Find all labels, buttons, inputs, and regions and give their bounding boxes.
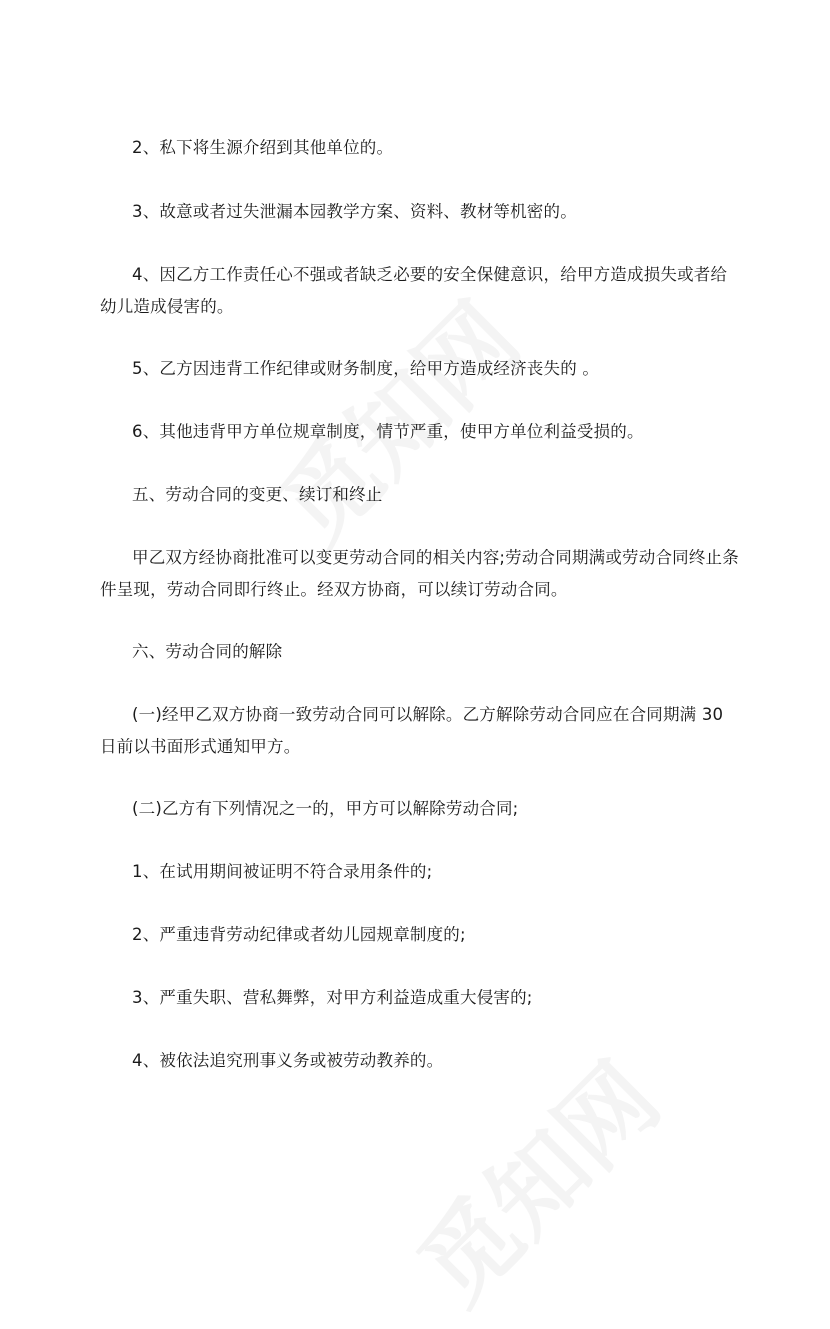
list-item-2: 2、严重违背劳动纪律或者幼儿园规章制度的; — [132, 925, 466, 944]
section-heading-6: 六、劳动合同的解除 — [132, 642, 283, 661]
paragraph-item-3: 3、故意或者过失泄漏本园教学方案、资料、教材等机密的。 — [132, 202, 577, 221]
list-item-4: 4、被依法追究刑事义务或被劳动教养的。 — [132, 1051, 444, 1070]
paragraph-item-4: 4、因乙方工作责任心不强或者缺乏必要的安全保健意识，给甲方造成损失或者给幼儿造成侵害的。 — [100, 265, 728, 316]
paragraph-item-2: 2、私下将生源介绍到其他单位的。 — [132, 138, 394, 157]
list-item-1: 1、在试用期间被证明不符合录用条件的; — [132, 862, 433, 881]
section-heading-5: 五、劳动合同的变更、续订和终止 — [132, 485, 383, 504]
list-item-3: 3、严重失职、营私舞弊，对甲方利益造成重大侵害的; — [132, 988, 533, 1007]
paragraph-item-5: 5、乙方因违背工作纪律或财务制度，给甲方造成经济丧失的 。 — [132, 359, 600, 378]
paragraph-clause-2: (二)乙方有下列情况之一的，甲方可以解除劳动合同; — [132, 799, 519, 818]
paragraph-clause-1: (一)经甲乙双方协商一致劳动合同可以解除。乙方解除劳动合同应在合同期满 30 日前以书面形式通知甲方。 — [100, 705, 724, 756]
paragraph-item-6: 6、其他违背甲方单位规章制度，情节严重，使甲方单位利益受损的。 — [132, 422, 644, 441]
paragraph-change-renewal: 甲乙双方经协商批准可以变更劳动合同的相关内容;劳动合同期满或劳动合同终止条件呈现，劳动合同即行终止。经双方协商，可以续订劳动合同。 — [100, 548, 739, 599]
